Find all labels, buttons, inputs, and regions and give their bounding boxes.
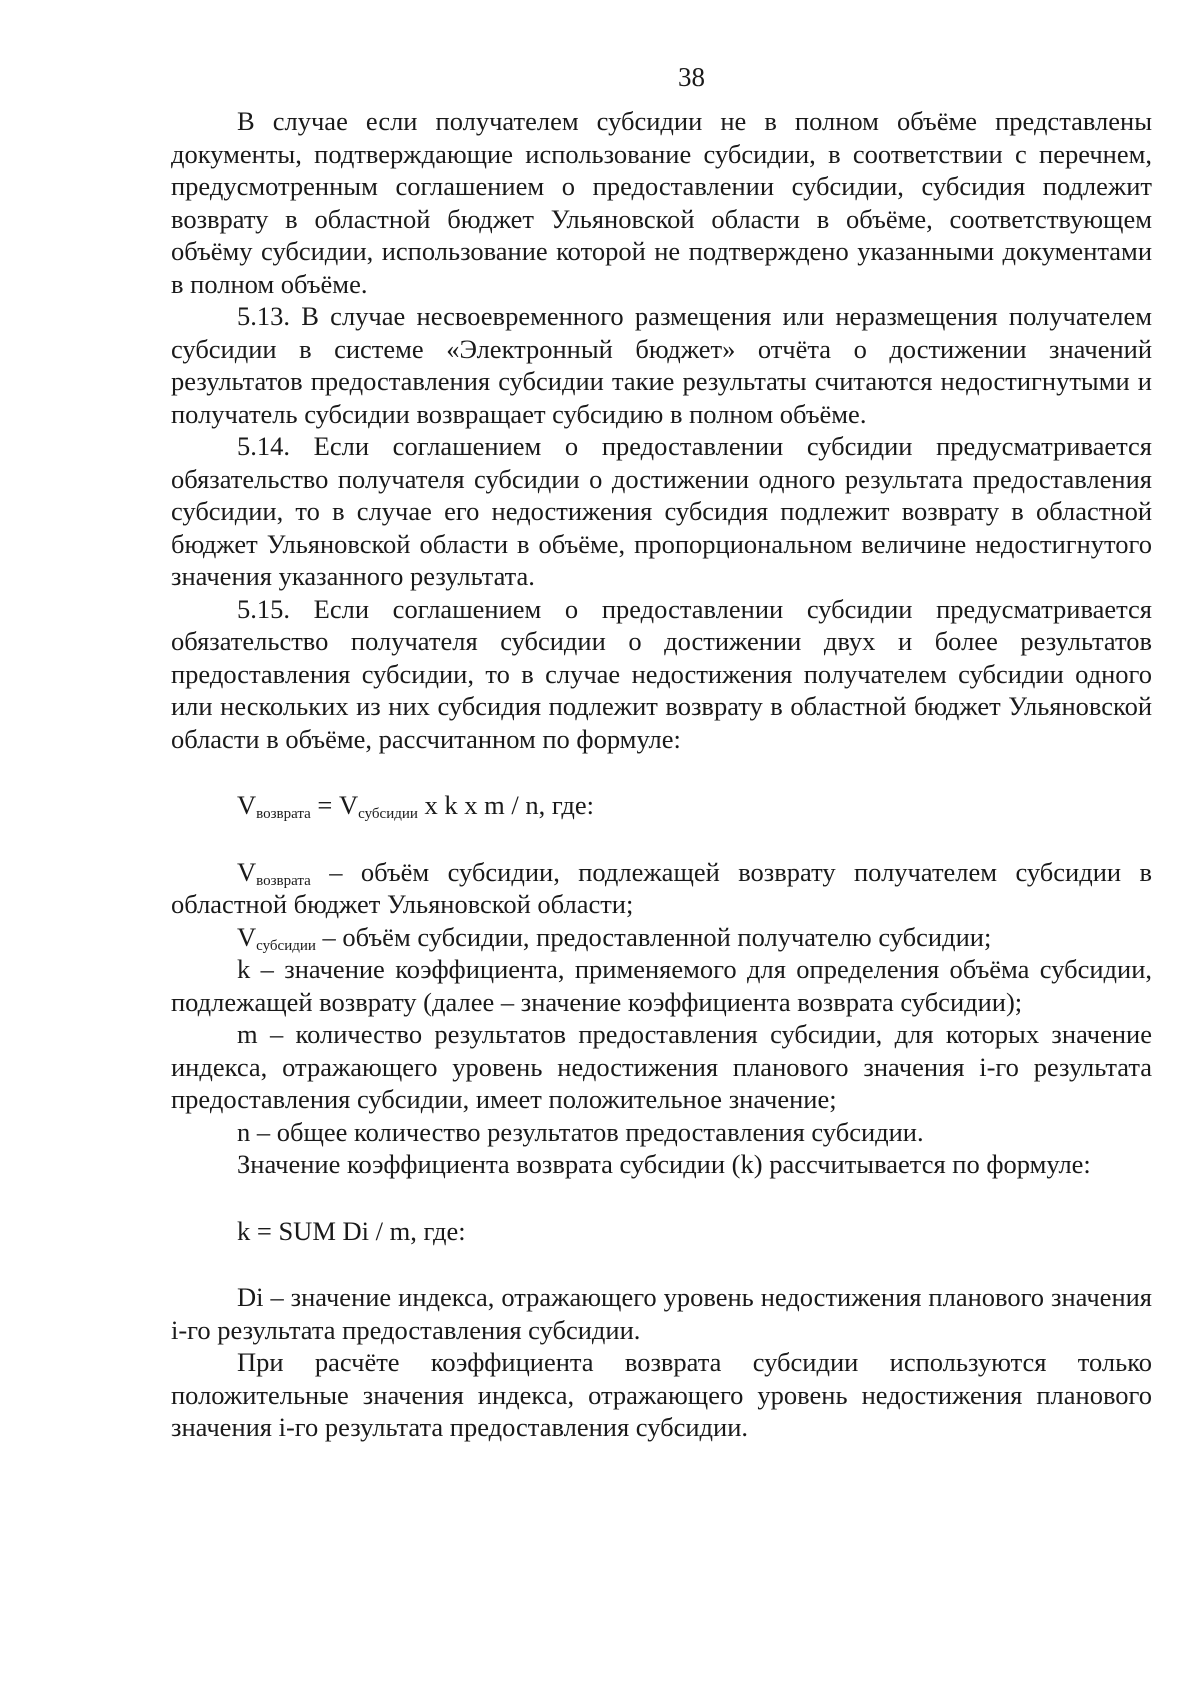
definition-di: Di – значение индекса, отражающего уровень недостижения планового значения i-го результата предоставления субсидии. — [171, 1282, 1152, 1345]
return-formula — [237, 789, 1152, 822]
def-v2-sub: субсидии — [256, 937, 316, 954]
paragraph-5-13: 5.13. В случае несвоевременного размещения или неразмещения получателем субсидии в системе «Электронный бюджет» отчёта о достижении значений результатов предоставления субсидии такие результаты считаются недостигнутыми и получатель субсидии возвращает субсидию в полном объёме. — [171, 301, 1152, 429]
def-v-subsidy-text: – объём субсидии, предоставленной получателю субсидии; — [315, 921, 992, 952]
definition-m: m – количество результатов предоставления субсидии, для которых значение индекса, отражающего уровень недостижения планового значения i-го результата предоставления субсидии, имеет положительное значение; — [171, 1019, 1152, 1114]
k-intro: Значение коэффициента возврата субсидии (k) рассчитывается по формуле: — [237, 1149, 1091, 1179]
formula-eq: = V — [310, 790, 359, 820]
formula-v: V — [237, 790, 257, 820]
definition-n: n – общее количество результатов предоставления субсидии. — [237, 1116, 924, 1147]
def-v2: V — [237, 921, 257, 952]
def-v-sub: возврата — [256, 872, 311, 889]
formula-sub-subsidy: субсидии — [358, 806, 418, 822]
definition-v-subsidy — [171, 921, 1152, 954]
k-formula: k = SUM Di / m, где: — [237, 1215, 466, 1246]
page-number: 38 — [678, 62, 705, 92]
formula-sub-return: возврата — [256, 806, 311, 822]
formula-rest: x k x m / n, где: — [417, 790, 595, 820]
def-v-return-text: – объём субсидии, подлежащей возврату получателем субсидии в областной бюджет Ульяновской области; — [171, 856, 1152, 919]
note-positive-values: При расчёте коэффициента возврата субсидии используются только положительные значения индекса, отражающего уровень недостижения планового значения i-го результата предоставления субсидии. — [171, 1347, 1152, 1442]
definition-k: k – значение коэффициента, применяемого для определения объёма субсидии, подлежащей возврату (далее – значение коэффициента возврата субсидии); — [171, 954, 1152, 1017]
paragraph-incomplete-documents: В случае если получателем субсидии не в полном объёме представлены документы, подтверждающие использование субсидии, в соответствии с перечнем, предусмотренным соглашением о предоставлении субсидии, субсидия подлежит возврату в областной бюджет Ульяновской области в объёме, соответствующем объёму субсидии, использование которой не подтверждено указанными документами в полном объёме. — [171, 106, 1152, 299]
def-v: V — [237, 856, 257, 887]
definition-v-return — [171, 856, 1152, 921]
paragraph-5-14: 5.14. Если соглашением о предоставлении субсидии предусматривается обязательство получателя субсидии о достижении одного результата предоставления субсидии, то в случае его недостижения субсидия подлежит возврату в областной бюджет Ульяновской области в объёме, пропорциональном величине недостигнутого значения указанного результата. — [171, 431, 1152, 591]
paragraph-5-15: 5.15. Если соглашением о предоставлении субсидии предусматривается обязательство получателя субсидии о достижении двух и более результатов предоставления субсидии, то в случае недостижения получателем субсидии одного или нескольких из них субсидия подлежит возврату в областной бюджет Ульяновской области в объёме, рассчитанном по формуле: — [171, 593, 1152, 754]
